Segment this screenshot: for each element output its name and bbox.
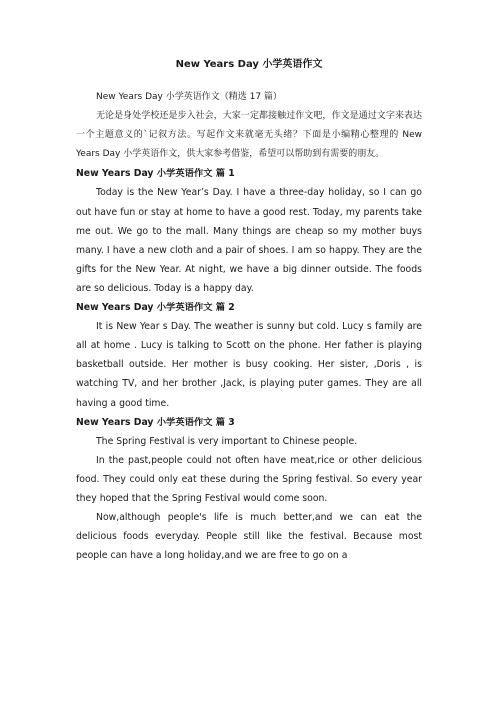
document-title: New Years Day 小学英语作文 [175,59,323,70]
section-3-paragraph-1: The Spring Festival is very important to Chinese people. [96,435,358,447]
intro-paragraph: 无论是身处学校还是步入社会，大家一定都接触过作文吧，作文是通过文字来表达一个主题意义的`记叙方法。写起作文来就毫无头绪？下面是小编精心整理的 New Years Day 小学英语作文，供大家参考借鉴，希望可以帮助到有需要的朋友。 [76,111,422,160]
section-2-paragraph: It is New Year s Day. The weather is sunny but cold. Lucy s family are all at home . Lucy is talking to Scott on the phone. Her father is playing basketball outside. Her mother is busy cooking. Her sister, ,Doris , is watching TV, and her brother ,Jack, is playing puter games. They are all having a good time. [76,321,422,409]
section-3-paragraph-2: In the past,people could not often have meat,rice or other delicious food. They could only eat these during the Spring festival. So every year they hoped that the Spring Festival would come soon. [76,454,422,504]
section-heading-3: New Years Day 小学英语作文 篇 3 [76,416,235,428]
section-3-paragraph-3: Now,although people's life is much better,and we can eat the delicious foods everyday. People still like the festival. Because most people can have a long holiday,and we are free to go on a [76,512,422,562]
section-heading-2: New Years Day 小学英语作文 篇 2 [76,302,235,314]
section-heading-1: New Years Day 小学英语作文 篇 1 [76,168,235,180]
section-1-paragraph: Today is the New Year’s Day. I have a three-day holiday, so I can go out have fun or stay at home to have a good rest. Today, my parents take me out. We go to the mall. Many things are cheap so my mother buys many. I have a new cloth and a pair of shoes. I am so happy. They are the gifts for the New Year. At night, we have a big dinner outside. The foods are so delicious. Today is a happy day. [76,187,422,294]
document-page [76,58,422,565]
intro-subtitle: New Years Day 小学英语作文（精选 17 篇） [96,92,282,102]
